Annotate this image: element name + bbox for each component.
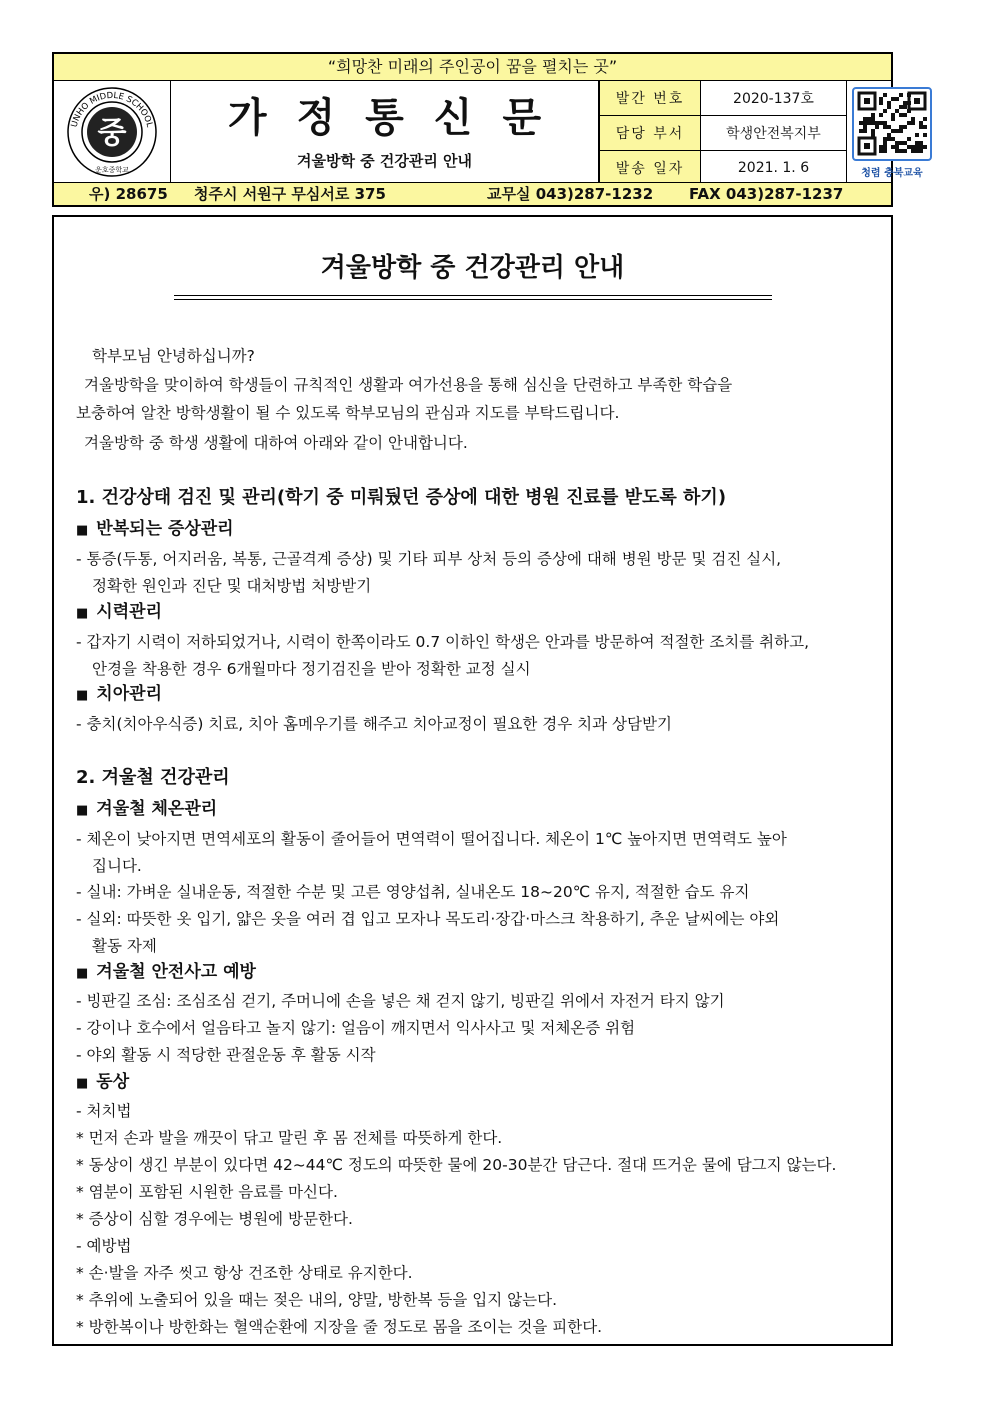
info-value: 2020-137호	[701, 81, 847, 116]
square-bullet-icon: ■	[76, 523, 89, 538]
list-item: 집니다.	[92, 857, 142, 875]
list-item: - 강이나 호수에서 얼음타고 놀지 않기: 얼음이 깨지면서 익사사고 및 저체온증 위험	[76, 1019, 636, 1037]
list-item: * 동상이 생긴 부분이 있다면 42~44℃ 정도의 따뜻한 물에 20-30분간 담근다. 절대 뜨거운 물에 담그지 않는다.	[76, 1156, 837, 1174]
list-item: - 빙판길 조심: 조심조심 걷기, 주머니에 손을 넣은 채 걷지 않기, 빙판길 위에서 자전거 타지 않기	[76, 992, 725, 1010]
subsection-label: 겨울철 안전사고 예방	[96, 962, 256, 982]
list-item: 정확한 원인과 진단 및 대처방법 처방받기	[92, 577, 372, 595]
info-value: 학생안전복지부	[701, 116, 847, 151]
list-item: 안경을 착용한 경우 6개월마다 정기검진을 받아 정확한 교정 실시	[92, 660, 531, 678]
section-heading-1: 1. 건강상태 검진 및 관리(학기 중 미뤄뒀던 증상에 대한 병원 진료를 받도록 하기)	[76, 487, 727, 508]
qr-caption: 청렴 충북교육	[861, 168, 923, 179]
list-item: - 예방법	[76, 1237, 132, 1255]
list-item: - 통증(두통, 어지러움, 복통, 근골격계 증상) 및 기타 피부 상처 등의 증상에 대해 병원 방문 및 검진 실시,	[76, 550, 782, 568]
letter-body	[52, 215, 893, 1346]
section-heading-2: 2. 겨울철 건강관리	[76, 767, 230, 788]
office-phone: 교무실 043)287-1232	[487, 185, 654, 203]
square-bullet-icon: ■	[76, 966, 89, 981]
logo-ring-text: UNHO MIDDLE SCHOOL	[69, 90, 155, 129]
list-item: - 실외: 따뜻한 옷 입기, 얇은 옷을 여러 겹 입고 모자나 목도리·장갑·마스크 착용하기, 추운 날씨에는 야외	[76, 910, 780, 928]
list-item: - 야외 활동 시 적당한 관절운동 후 활동 시작	[76, 1046, 376, 1064]
list-item: 활동 자제	[92, 937, 157, 955]
list-item: - 처치법	[76, 1102, 132, 1120]
newsletter-header	[52, 52, 923, 207]
document-title: 겨울방학 중 건강관리 안내	[320, 253, 625, 283]
info-label: 발간 번호	[600, 81, 701, 116]
issue-info-table	[599, 80, 847, 186]
list-item: * 추위에 노출되어 있을 때는 젖은 내의, 양말, 방한복 등을 입지 않는다.	[76, 1291, 558, 1309]
list-item: * 염분이 포함된 시원한 음료를 마신다.	[76, 1183, 338, 1201]
square-bullet-icon: ■	[76, 688, 89, 703]
intro-paragraph: 겨울방학을 맞이하여 학생들이 규칙적인 생활과 여가선용을 통해 심신을 단련하고 부족한 학습을	[84, 376, 733, 394]
newsletter-subtitle: 겨울방학 중 건강관리 안내	[296, 152, 473, 170]
square-bullet-icon: ■	[76, 1076, 89, 1091]
street-address: 청주시 서원구 무심서로 375	[194, 185, 386, 203]
zip-code: 우) 28675	[89, 185, 168, 203]
subsection-label: 시력관리	[96, 602, 162, 622]
list-item: - 실내: 가벼운 실내운동, 적절한 수분 및 고른 영양섭취, 실내온도 18~20℃ 유지, 적절한 습도 유지	[76, 883, 750, 901]
logo-center-text: 중	[97, 116, 127, 151]
subsection-heading	[76, 519, 869, 541]
title-cell	[171, 80, 599, 183]
subsection-label: 겨울철 체온관리	[96, 799, 218, 819]
info-row	[600, 81, 847, 116]
info-row	[600, 151, 847, 186]
info-label: 담당 부서	[600, 116, 701, 151]
school-logo	[54, 80, 171, 183]
list-item: * 손·발을 자주 씻고 항상 건조한 상태로 유지한다.	[76, 1264, 413, 1282]
subsection-heading	[76, 799, 869, 821]
school-address-bar	[54, 182, 891, 205]
intro-paragraph: 겨울방학 중 학생 생활에 대하여 아래와 같이 안내합니다.	[84, 434, 468, 452]
list-item: - 갑자기 시력이 저하되었거나, 시력이 한쪽이라도 0.7 이하인 학생은 안과를 방문하여 적절한 조치를 취하고,	[76, 633, 810, 651]
subsection-heading	[76, 1072, 869, 1094]
square-bullet-icon: ■	[76, 606, 89, 621]
intro-paragraph: 보충하여 알찬 방학생활이 될 수 있도록 학부모님의 관심과 지도를 부탁드립니다.	[76, 404, 620, 422]
info-value: 2021. 1. 6	[701, 151, 847, 186]
subsection-label: 반복되는 증상관리	[96, 519, 234, 539]
fax-number: FAX 043)287-1237	[689, 185, 844, 203]
subsection-heading	[76, 602, 869, 624]
subsection-label: 동상	[96, 1072, 130, 1092]
info-label: 발송 일자	[600, 151, 701, 186]
subsection-heading	[76, 962, 869, 984]
list-item: - 충치(치아우식증) 치료, 치아 홈메우기를 해주고 치아교정이 필요한 경우 치과 상담받기	[76, 715, 672, 733]
title-double-rule	[174, 295, 772, 300]
list-item: * 먼저 손과 발을 깨끗이 닦고 말린 후 몸 전체를 따뜻하게 한다.	[76, 1129, 503, 1147]
list-item: * 증상이 심할 경우에는 병원에 방문한다.	[76, 1210, 353, 1228]
qr-code[interactable]	[847, 80, 923, 183]
school-motto: “희망찬 미래의 주인공이 꿈을 펼치는 곳”	[54, 54, 891, 81]
subsection-label: 치아관리	[96, 684, 162, 704]
info-row	[600, 116, 847, 151]
greeting: 학부모님 안녕하십니까?	[92, 347, 255, 365]
newsletter-title: 가정통신문	[227, 94, 572, 141]
subsection-heading	[76, 684, 869, 706]
list-item: * 방한복이나 방한화는 혈액순환에 지장을 줄 정도로 몸을 조이는 것을 피한다.	[76, 1318, 603, 1336]
list-item: - 체온이 낮아지면 면역세포의 활동이 줄어들어 면역력이 떨어집니다. 체온이 1℃ 높아지면 면역력도 높아	[76, 830, 787, 848]
square-bullet-icon: ■	[76, 803, 89, 818]
logo-bottom-text: 운호중학교	[95, 166, 129, 174]
